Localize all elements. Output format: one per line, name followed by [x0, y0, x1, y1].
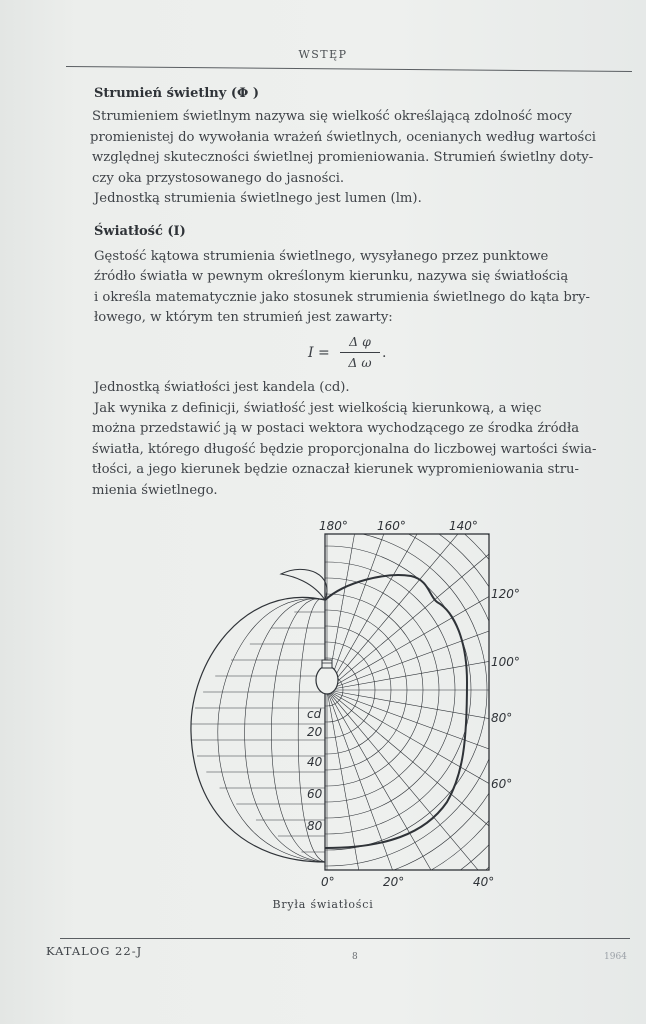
text-line: promienistej do wywołania wrażeń świetlnych, ocenianych według wartości	[90, 129, 596, 145]
paragraph-vector	[94, 399, 634, 502]
footer-page-number: 8	[352, 952, 358, 962]
intensity-curve	[325, 575, 467, 848]
text-line: łowego, w którym ten strumień jest zawarty:	[94, 310, 393, 325]
body-text-continued	[94, 378, 634, 501]
paragraph-flux-unit: Jednostką strumienia świetlnego jest lumen (lm).	[94, 191, 422, 206]
text-line: czy oka przystosowanego do jasności.	[92, 170, 345, 186]
text-line: względnej skuteczności świetlnej promieniowania. Strumień świetlny doty-	[92, 150, 594, 165]
paragraph-flux-definition	[92, 107, 634, 189]
polar-ring	[185, 512, 525, 892]
top-rule	[66, 66, 632, 72]
section-heading-luminous-flux: Strumień świetlny (Φ )	[94, 86, 259, 101]
footer-catalog: KATALOG 22-J	[46, 944, 143, 958]
intensity-label: 80	[307, 819, 323, 833]
angle-label: 80°	[491, 711, 513, 725]
text-line: Gęstość kątowa strumienia świetlnego, wysyłanego przez punktowe	[94, 248, 549, 264]
footer-year: 1964	[604, 952, 627, 962]
angle-label: 120°	[491, 587, 520, 601]
angle-label: 140°	[449, 519, 478, 533]
luminous-intensity-diagram	[185, 512, 525, 892]
angle-label: 160°	[377, 519, 406, 533]
polar-grid	[185, 512, 525, 892]
text-line: i określa matematycznie jako stosunek strumienia świetlnego do kąta bry-	[94, 289, 590, 305]
running-head: WSTĘP	[298, 48, 348, 61]
polar-ray	[327, 690, 464, 892]
text-line: światła, którego długość będzie proporcjonalna do liczbowej wartości świa-	[92, 441, 597, 457]
angle-label: 100°	[491, 655, 520, 669]
polar-ray	[327, 512, 396, 690]
body-text	[90, 84, 634, 329]
fraction-bar	[340, 352, 380, 353]
bottom-rule	[60, 938, 630, 939]
polar-ring	[185, 512, 525, 892]
formula-numerator: Δ φ	[349, 334, 371, 349]
section-heading-luminous-intensity: Światłość (I)	[94, 223, 186, 239]
formula-lhs: I =	[308, 345, 330, 361]
text-line: można przedstawić ją w postaci wektora wychodzącego ze środka źródła	[92, 421, 580, 436]
polar-ray	[327, 553, 525, 690]
formula-denominator: Δ ω	[348, 355, 372, 370]
polar-ring	[185, 512, 525, 892]
paragraph-intensity-unit: Jednostką światłości jest kandela (cd).	[94, 380, 350, 395]
formula-fraction	[340, 334, 380, 370]
angle-label: 40°	[473, 875, 495, 889]
intensity-label: 60	[307, 787, 323, 801]
angle-label: 60°	[491, 777, 513, 791]
lamp-bulb-icon	[316, 660, 338, 694]
intensity-label: 40	[307, 755, 323, 769]
text-line: Strumieniem świetlnym nazywa się wielkość określającą zdolność mocy	[92, 109, 572, 124]
angle-label: 20°	[383, 875, 405, 889]
figure-caption: Bryła światłości	[272, 898, 374, 911]
unit-label: cd	[307, 707, 322, 721]
paragraph-intensity-definition	[94, 247, 634, 329]
text-line: mienia świetlnego.	[92, 482, 218, 498]
angle-label: 180°	[319, 519, 348, 533]
intensity-label: 20	[307, 725, 323, 739]
angle-label: 0°	[321, 875, 335, 889]
formula-tail: .	[382, 345, 387, 361]
solid-top-lip	[281, 569, 327, 600]
text-line: źródło światła w pewnym określonym kierunku, nazywa się światłością	[94, 269, 569, 284]
polar-ring	[185, 512, 519, 882]
text-line: tłości, a jego kierunek będzie oznaczał kierunek wypromieniowania stru-	[92, 462, 579, 477]
polar-ring	[185, 512, 525, 892]
text-line: Jak wynika z definicji, światłość jest wielkością kierunkową, a więc	[94, 400, 542, 416]
